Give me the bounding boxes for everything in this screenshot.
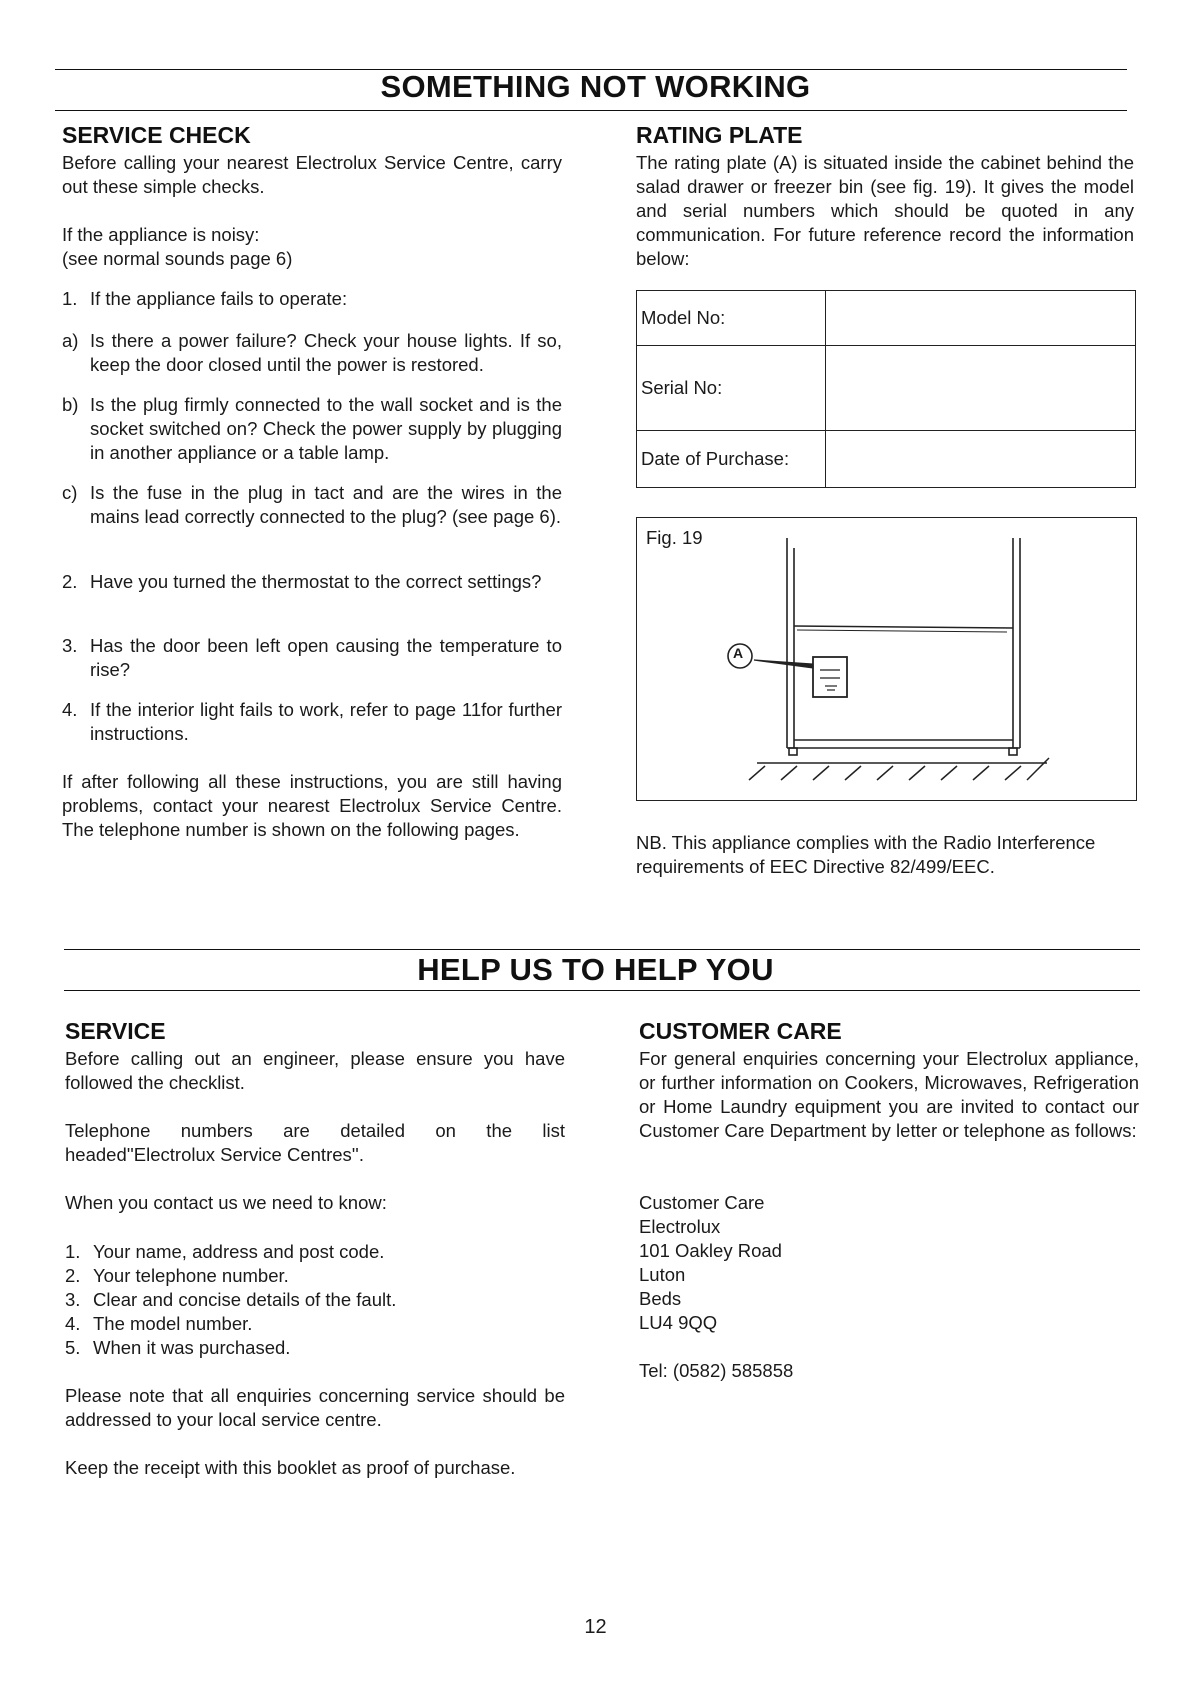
service-check-closing: If after following all these instructions, you are still having problems, contact your nearest Electrolux Service Centre. The telephone number is shown on the following pages. xyxy=(62,771,562,840)
table-row xyxy=(637,431,1136,488)
model-no-label: Model No: xyxy=(637,291,826,346)
service-check-intro: Before calling your nearest Electrolux Service Centre, carry out these simple checks. xyxy=(62,152,562,197)
page-number: 12 xyxy=(584,1616,607,1638)
list-item-text: Your telephone number. xyxy=(93,1265,289,1286)
top-rule-lower xyxy=(55,110,1127,111)
date-of-purchase-value xyxy=(826,431,1136,488)
check-item-c xyxy=(62,481,562,529)
check-item-text: If the interior light fails to work, refer to page 11for further instructions. xyxy=(90,699,562,744)
date-of-purchase-label: Date of Purchase: xyxy=(637,431,826,488)
service-check-heading: SERVICE CHECK xyxy=(62,122,251,148)
check-item-marker: 3. xyxy=(62,635,78,656)
contact-info-list xyxy=(65,1240,565,1360)
check-item-text: Is there a power failure? Check your house lights. If so, keep the door closed until the power is restored. xyxy=(90,330,562,375)
service-heading: SERVICE xyxy=(65,1018,166,1044)
customer-care-heading: CUSTOMER CARE xyxy=(639,1018,842,1044)
check-item-marker: b) xyxy=(62,394,79,415)
bottom-rule-lower xyxy=(64,990,1140,991)
address-line: Beds xyxy=(639,1288,682,1309)
rating-plate-record-table xyxy=(636,290,1136,488)
check-item-3 xyxy=(62,634,562,682)
serial-no-label: Serial No: xyxy=(637,346,826,431)
address-line: Customer Care xyxy=(639,1192,765,1213)
check-item-text: If the appliance fails to operate: xyxy=(90,288,348,309)
customer-care-address xyxy=(639,1191,782,1335)
serial-no-value xyxy=(826,346,1136,431)
customer-care-telephone: Tel: (0582) 585858 xyxy=(639,1360,794,1381)
list-item-text: When it was purchased. xyxy=(93,1337,291,1358)
check-item-2 xyxy=(62,570,562,594)
radio-interference-note: NB. This appliance complies with the Radio Interference requirements of EEC Directive 82/499/EEC. xyxy=(636,832,1096,877)
service-telephone-text: Telephone numbers are detailed on the list headed''Electrolux Service Centres''. xyxy=(65,1120,565,1165)
service-need-to-know: When you contact us we need to know: xyxy=(65,1192,387,1213)
check-item-b xyxy=(62,393,562,465)
check-item-text: Is the plug firmly connected to the wall socket and is the socket switched on? Check the power supply by plugging in another appliance or a table lamp. xyxy=(90,394,562,463)
check-item-text: Has the door been left open causing the temperature to rise? xyxy=(90,635,562,680)
service-enquiries-note: Please note that all enquiries concerning service should be addressed to your local service centre. xyxy=(65,1385,565,1430)
list-item xyxy=(65,1312,565,1336)
check-item-marker: c) xyxy=(62,482,78,503)
check-item-text: Is the fuse in the plug in tact and are the wires in the mains lead correctly connected to the plug? (see page 6). xyxy=(90,482,562,527)
list-item xyxy=(65,1336,565,1360)
list-item xyxy=(65,1264,565,1288)
list-item-number: 3. xyxy=(65,1289,81,1310)
noisy-line-2: (see normal sounds page 6) xyxy=(62,248,293,269)
list-item-text: Your name, address and post code. xyxy=(93,1241,385,1262)
section-title-help-us-to-help-you: HELP US TO HELP YOU xyxy=(417,952,774,987)
list-item-text: Clear and concise details of the fault. xyxy=(93,1289,397,1310)
customer-care-text: For general enquiries concerning your Electrolux appliance, or further information on Cookers, Microwaves, Refrigeration or Home Laundry equipment you are invited to contact our Customer Care Department by letter or telephone as follows: xyxy=(639,1048,1139,1141)
model-no-value xyxy=(826,291,1136,346)
rating-plate-heading: RATING PLATE xyxy=(636,122,803,148)
rating-plate-location-illustration xyxy=(637,518,1136,800)
address-line: 101 Oakley Road xyxy=(639,1240,782,1261)
check-item-marker: 2. xyxy=(62,571,78,592)
table-row xyxy=(637,291,1136,346)
callout-label-a: A xyxy=(733,645,744,661)
section-title-something-not-working: SOMETHING NOT WORKING xyxy=(380,69,811,104)
check-item-1 xyxy=(62,287,562,311)
rating-plate-text: The rating plate (A) is situated inside the cabinet behind the salad drawer or freezer bin (see fig. 19). It gives the model and serial numbers which should be quoted in any communication. For future reference record the information below: xyxy=(636,152,1134,269)
check-item-4 xyxy=(62,698,562,746)
list-item xyxy=(65,1240,565,1264)
figure-19-box xyxy=(636,517,1137,801)
list-item-number: 2. xyxy=(65,1265,81,1286)
bottom-rule-upper xyxy=(64,949,1140,950)
list-item-number: 5. xyxy=(65,1337,81,1358)
check-item-marker: a) xyxy=(62,330,79,351)
list-item-text: The model number. xyxy=(93,1313,253,1334)
check-item-marker: 1. xyxy=(62,288,78,309)
check-item-marker: 4. xyxy=(62,699,78,720)
service-receipt-note: Keep the receipt with this booklet as proof of purchase. xyxy=(65,1457,516,1478)
address-line: LU4 9QQ xyxy=(639,1312,718,1333)
table-row xyxy=(637,346,1136,431)
check-item-a xyxy=(62,329,562,377)
noisy-line-1: If the appliance is noisy: xyxy=(62,224,260,245)
list-item-number: 4. xyxy=(65,1313,81,1334)
list-item-number: 1. xyxy=(65,1241,81,1262)
address-line: Electrolux xyxy=(639,1216,721,1237)
service-checklist-text: Before calling out an engineer, please ensure you have followed the checklist. xyxy=(65,1048,565,1093)
list-item xyxy=(65,1288,565,1312)
figure-caption: Fig. 19 xyxy=(646,527,703,548)
address-line: Luton xyxy=(639,1264,686,1285)
check-item-text: Have you turned the thermostat to the correct settings? xyxy=(90,571,542,592)
